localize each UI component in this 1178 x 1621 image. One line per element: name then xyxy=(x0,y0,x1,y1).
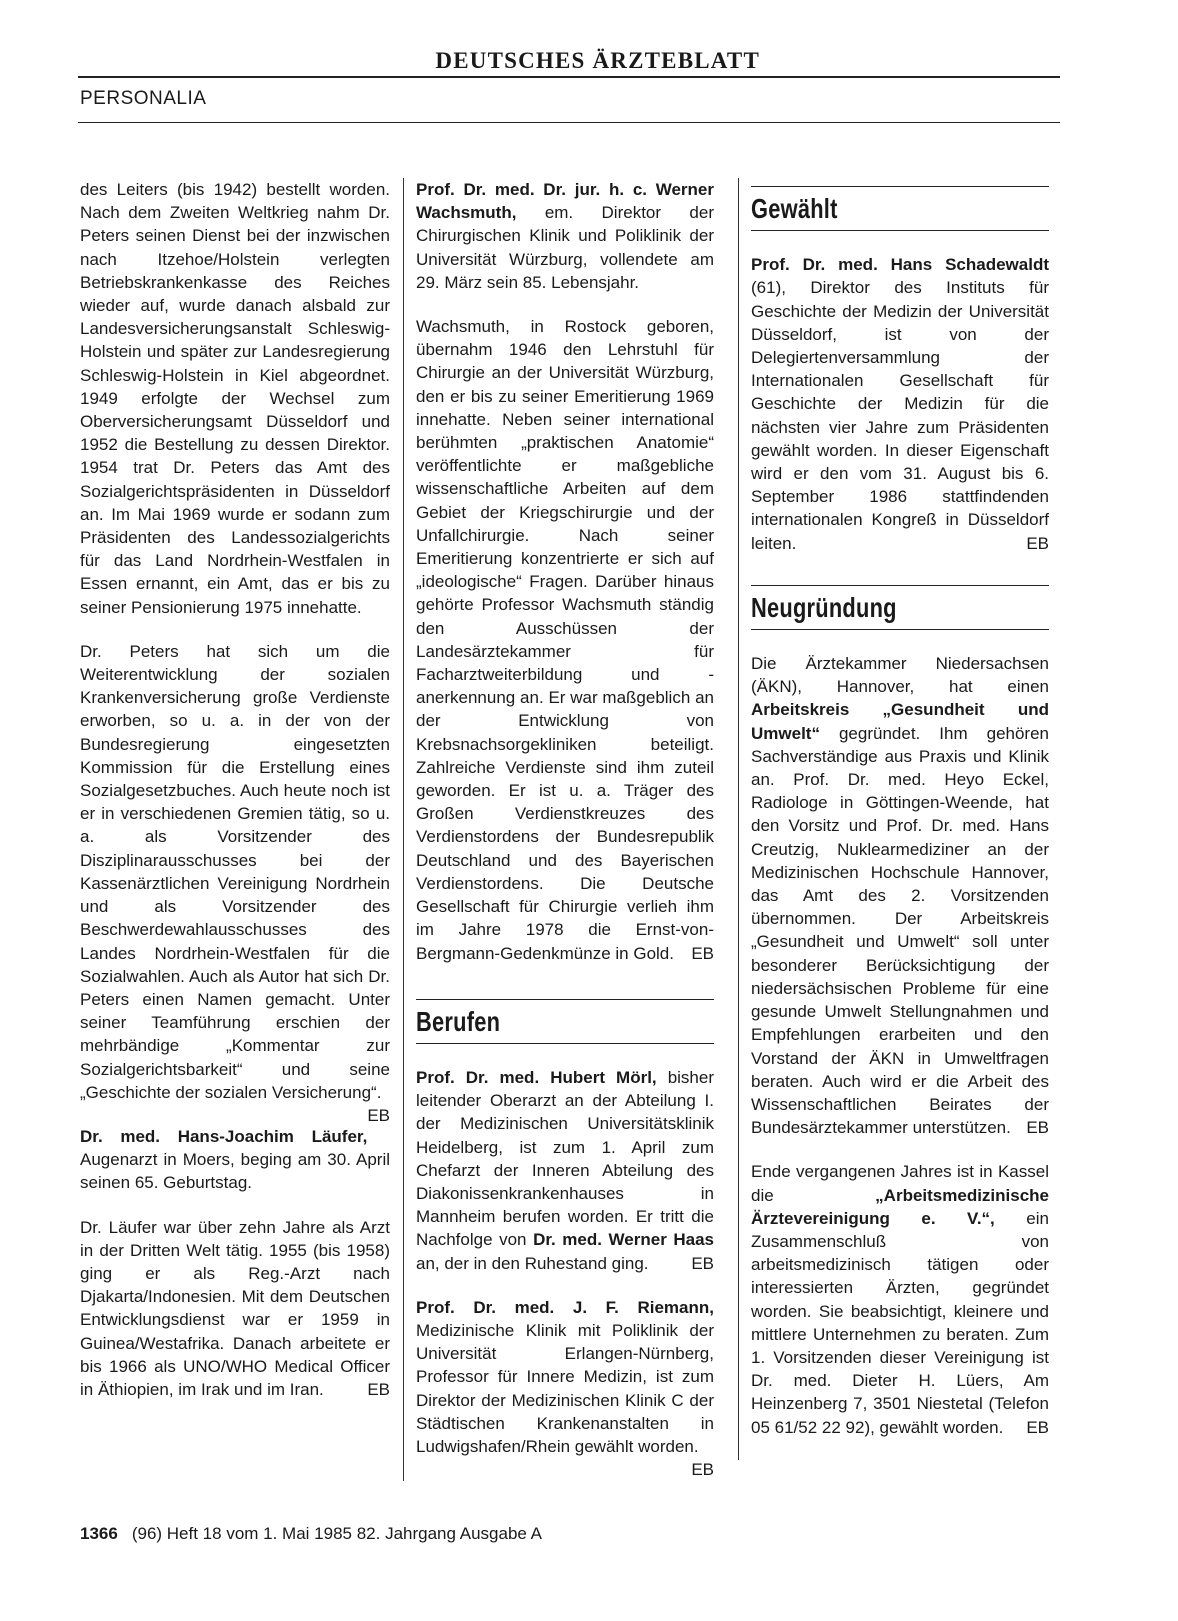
paragraph: Ende vergangenen Jahres ist in Kassel die „Arbeitsmedizinische Ärztevereinigung e. V.“, ein Zusammenschluß von arbeitsmedizinisch tätigen oder interessierten Ärzten, gegründet worden. Sie beabsichtigt, kleinere und mittlere Unternehmen zu beraten. Zum 1. Vorsitzenden dieser Vereinigung ist Dr. med. Dieter H. Lüers, Am Heinzenberg 7, 3501 Niestetal (Telefon 05 61/52 22 92), gewählt worden. EB xyxy=(751,1160,1049,1438)
heading-rule xyxy=(416,1043,714,1044)
signature: EB xyxy=(367,1105,390,1125)
paragraph: Dr. Läufer war über zehn Jahre als Arzt in der Dritten Welt tätig. 1955 (bis 1958) ging er als Reg.-Arzt nach Djakarta/Indonesien. Mit dem Deutschen Entwicklungsdienst war er 1959 in Guinea/Westafrika. Danach arbeitete er bis 1966 als UNO/WHO Medical Officer in Äthiopien, im Irak und im Iran. EB xyxy=(80,1216,390,1402)
section-title: PERSONALIA xyxy=(80,88,207,109)
heading-rule xyxy=(751,186,1049,187)
person-name: Prof. Dr. med. Dr. jur. h. c. Werner Wachsmuth, xyxy=(416,180,714,223)
signature: EB xyxy=(691,943,714,963)
masthead: DEUTSCHES ÄRZTEBLATT xyxy=(435,48,760,73)
person-name: Prof. Dr. med. J. F. Riemann, xyxy=(416,1297,714,1317)
heading-rule xyxy=(416,999,714,1000)
column-3 xyxy=(738,178,1049,1460)
paragraph: Prof. Dr. med. Hans Schadewaldt (61), Direktor des Instituts für Geschichte der Medizin der Universität Düsseldorf, ist von der Delegiertenversammlung der Internationalen Gesellschaft für Geschichte der Medizin für die nächsten vier Jahre zum Präsidenten gewählt worden. In dieser Eigenschaft wird er den vom 31. August bis 6. September 1986 stattfindenden internationalen Kongreß in Düsseldorf leiten. EB xyxy=(751,253,1049,555)
signature: EB xyxy=(691,1460,714,1480)
paragraph: des Leiters (bis 1942) bestellt worden. Nach dem Zweiten Weltkrieg nahm Dr. Peters seinen Dienst bei der inzwischen nach Itzehoe/Holstein verlegten Betriebskrankenkasse des Reiches wieder auf, wurde danach alsbald zur Landesversicherungsanstalt Schleswig-Holstein und später zur Landesregierung Schleswig-Holstein in Kiel abgeordnet. 1949 erfolgte der Wechsel zum Oberversicherungsamt Düsseldorf und 1952 die Bestellung zu dessen Direktor. 1954 trat Dr. Peters das Amt des Sozialgerichtspräsidenten in Düsseldorf an. Im Mai 1969 wurde er sodann zum Präsidenten des Landessozialgerichts für das Land Nordrhein-Westfalen in Essen ernannt, ein Amt, das er bis zu seiner Pensionierung 1975 innehatte. xyxy=(80,180,390,617)
person-name: Prof. Dr. med. Hubert Mörl, xyxy=(416,1067,657,1087)
signature: EB xyxy=(1026,1417,1049,1437)
person-name: Dr. med. Hans-Joachim Läufer, xyxy=(80,1126,368,1146)
heading-rule xyxy=(751,585,1049,586)
signature: EB xyxy=(1026,1118,1049,1138)
signature: EB xyxy=(691,1253,714,1273)
column-2 xyxy=(403,178,714,1481)
heading-rule xyxy=(751,629,1049,630)
issue-info: (96) Heft 18 vom 1. Mai 1985 82. Jahrgang Ausgabe A xyxy=(131,1524,542,1543)
organization-name: „Arbeitsmedizinische Ärztevereinigung e. V.“, xyxy=(751,1185,1049,1228)
person-name: Dr. med. Werner Haas xyxy=(533,1230,715,1250)
paragraph: Die Ärztekammer Niedersachsen (ÄKN), Hannover, hat einen Arbeitskreis „Gesundheit und Umwelt“ gegründet. Ihm gehören Sachverständige aus Praxis und Klinik an. Prof. Dr. med. Heyo Eckel, Radiologe in Göttingen-Weende, hat den Vorsitz und Prof. Dr. med. Hans Creutzig, Nuklearmediziner an der Medizinischen Hochschule Hannover, das Amt des 2. Vorsitzenden übernommen. Der Arbeitskreis „Gesundheit und Umwelt“ soll unter besonderer Berücksichtigung der niedersächsischen Probleme für eine gesunde Umwelt Stellungnahmen und Empfehlungen erarbeiten und den Vorstand der ÄKN in Umweltfragen beraten. Auch wird er die Arbeit des Wissenschaftlichen Beirates der Bundesärztekammer unterstützen. EB xyxy=(751,652,1049,1139)
column-1 xyxy=(80,178,390,1422)
organization-name: Arbeitskreis „Gesundheit und Umwelt“ xyxy=(751,700,1049,743)
paragraph: Prof. Dr. med. J. F. Riemann, Medizinische Klinik mit Poliklinik der Universität Erlangen-Nürnberg, Professor für Innere Medizin, ist zum Direktor der Medizinischen Klinik C der Städtischen Krankenanstalten in Ludwigshafen/Rhein gewählt worden. EB xyxy=(416,1296,714,1458)
masthead-rule xyxy=(78,76,1060,78)
paragraph: Dr. Peters hat sich um die Weiterentwicklung der sozialen Krankenversicherung große Verdienste erworben, so u. a. in der von der Bundesregierung eingesetzten Kommission für die Erstellung eines Sozialgesetzbuches. Auch heute noch ist er in verschiedenen Gremien tätig, so u. a. als Vorsitzender des Disziplinarausschusses bei der Kassenärztlichen Vereinigung Nordrhein und als Vorsitzender des Beschwerdewahlausschusses des Landes Nordrhein-Westfalen für die Sozialwahlen. Auch als Autor hat sich Dr. Peters einen Namen gemacht. Unter seiner Teamführung erschien der mehrbändige „Kommentar zur Sozialgerichtsbarkeit“ und seine „Geschichte der sozialen Versicherung“. EB xyxy=(80,640,390,1104)
section-rule xyxy=(78,122,1060,123)
heading-berufen: Berufen xyxy=(416,1005,501,1037)
page-number: 1366 xyxy=(80,1524,118,1543)
signature: EB xyxy=(367,1379,390,1399)
signature: EB xyxy=(1026,533,1049,553)
paragraph: Dr. med. Hans-Joachim Läufer, Augenarzt in Moers, beging am 30. April seinen 65. Geburtstag. xyxy=(80,1126,390,1193)
paragraph: Wachsmuth, in Rostock geboren, übernahm 1946 den Lehrstuhl für Chirurgie an der Universität Würzburg, den er bis zu seiner Emeritierung 1969 innehatte. Neben seiner international berühmten „praktischen Anatomie“ veröffentlichte er maßgebliche wissenschaftliche Arbeiten auf dem Gebiet der Kriegschirurgie und der Unfallchirurgie. Nach seiner Emeritierung konzentrierte er sich auf „ideologische“ Fragen. Darüber hinaus gehörte Professor Wachsmuth ständig den Ausschüssen der Landesärztekammer für Facharztweiterbildung und -anerkennung an. Er war maßgeblich an der Entwicklung von Krebsnachsorgekliniken beteiligt. Zahlreiche Verdienste sind ihm zuteil geworden. Er ist u. a. Träger des Großen Verdienstkreuzes des Verdienstordens der Bundesrepublik Deutschland und des Bayerischen Verdienstordens. Die Deutsche Gesellschaft für Chirurgie verlieh ihm im Jahre 1978 die Ernst-von-Bergmann-Gedenkmünze in Gold. EB xyxy=(416,315,714,965)
person-name: Prof. Dr. med. Hans Schadewaldt xyxy=(751,255,1049,275)
paragraph: Prof. Dr. med. Dr. jur. h. c. Werner Wachsmuth, em. Direktor der Chirurgischen Klinik und Poliklinik der Universität Würzburg, vollendete am 29. März sein 85. Lebensjahr. xyxy=(416,180,714,292)
heading-gewaehlt: Gewählt xyxy=(751,193,838,224)
heading-neugruendung: Neugründung xyxy=(751,591,897,623)
page-footer xyxy=(80,1524,542,1544)
heading-rule xyxy=(751,230,1049,231)
paragraph: Prof. Dr. med. Hubert Mörl, bisher leitender Oberarzt an der Abteilung I. der Medizinischen Universitätsklinik Heidelberg, ist zum 1. April zum Chefarzt der Inneren Abteilung des Diakonissenkrankenhauses in Mannheim berufen worden. Er tritt die Nachfolge von Dr. med. Werner Haas an, der in den Ruhestand ging. EB xyxy=(416,1066,714,1275)
